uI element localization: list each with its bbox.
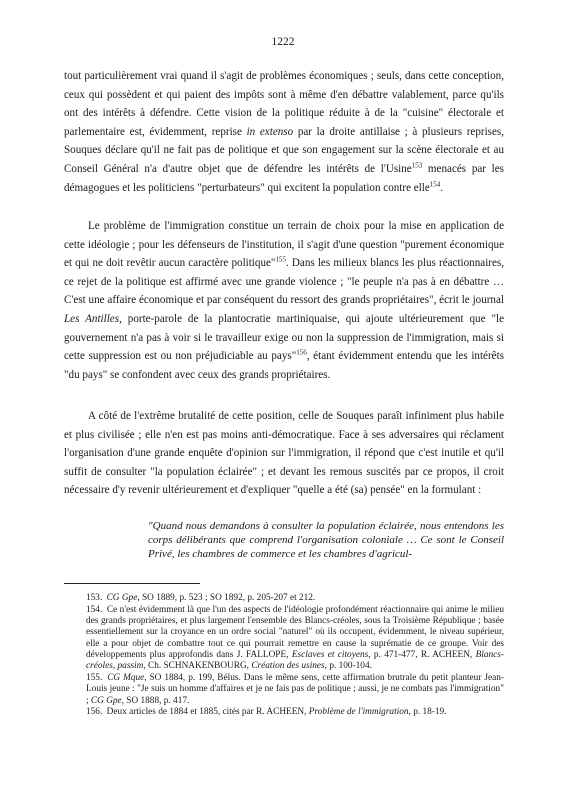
text-run: tout particulièrement vrai quand il s'agit de problèmes économiques ; seuls, dans cette conception, ceux qui possèdent et qui paient des impôts sont à même d'en débattre valablement, parce qu'ils ont des intérêts à défendre. Cette vision de la politique réduite à de la "cuisine" électorale et parlementaire est, évidemment, reprise [64, 70, 504, 138]
text-run: , Ch. SCHNAKENBOURG, [143, 661, 252, 672]
footnote-155 [86, 673, 504, 707]
page-number: 1222 [271, 36, 295, 48]
text-run: , porte-parole de la plantocratie martiniquaise, qui ajoute ultérieurement que "le gouvernement n'a pas à voir si le travailleur exige ou non la suppression de l'immigration, mais si cette suppression est ou non préjudiciable au pays" [64, 312, 504, 363]
footnote-number: 153. [86, 593, 103, 603]
text-run: , p. 471-477, R. ACHEEN, [368, 649, 476, 660]
text-run: , p. 18-19. [408, 707, 447, 718]
body-paragraph-3 [64, 407, 504, 500]
italic-text: Création des usines [251, 661, 325, 672]
text-run: A côté de l'extrême brutalité de cette position, celle de Souques paraît infiniment plus habile et plus civilisée ; elle n'en est pas moins anti-démocratique. Face à ses adversaires qui réclament l'organisation d'une grande enquête d'opinion sur l'immigration, il répond que c'est inutile et qu'il suffit de consulter "la population éclairée" ; et devant les remous suscités par ce propos, il croit nécessaire d'y revenir ultérieurement et d'expliquer "quelle a été (sa) pensée" en la formulant : [64, 410, 504, 497]
text-run: . [440, 181, 444, 194]
text-run: , étant évidemment entendu que les intérêts "du pays" se confondent avec ceux des grands propriétaires. [64, 350, 504, 381]
footnote-reference: 155 [275, 255, 286, 264]
footnote-reference: 156 [296, 348, 307, 357]
footnote-reference: 153 [411, 161, 423, 170]
body-paragraph-2 [64, 217, 504, 384]
italic-text: passim [117, 661, 144, 672]
footnote-text [107, 593, 316, 603]
footnote-153 [86, 593, 504, 604]
italic-text: CG Gpe [90, 695, 122, 706]
footnote-separator [64, 583, 200, 584]
italic-text: Esclaves et citoyens [291, 649, 369, 660]
italic-text: in extenso [246, 125, 294, 138]
footnote-154 [86, 605, 504, 673]
text-run: . Dans les milieux blancs les plus réactionnaires, ce rejet de la politique est affirmé avec une grande violence ; "le peuple n'a pas à en débattre … C'est une affaire économique et par conséquent du ressort des grands propriétaires", écrit le journal [64, 257, 504, 307]
paragraph-text [64, 407, 504, 500]
italic-text: CG Gpe [106, 593, 138, 603]
italic-text: Blancs-créoles [86, 649, 504, 672]
block-quote: "Quand nous demandons à consulter la population éclairée, nous entendons les corps délibérants que comprend l'organisation coloniale … Ce sont le Conseil Privé, les chambres de commerce et les chambres d'agricul- [148, 520, 504, 560]
footnote-text [86, 605, 504, 671]
footnotes [86, 593, 504, 719]
footnote-156 [86, 707, 504, 718]
text-run: menacés par les démagogues et les politiciens "perturbateurs" qui excitent la population contre elle [64, 162, 504, 194]
footnote-number: 155. [86, 673, 103, 684]
text-run: , SO 1884, p. 199, Bélus. Dans le même sens, cette affirmation brutrale du petit planteur Jean-Louis jeune : "Je suis un homme d'affaires et je ne fais pas de politique ; aussi, je ne combats pas l'immigration" ; [86, 673, 504, 706]
text-run: , [112, 661, 118, 672]
text-run: par la droite antillaise ; à plusieurs reprises, Souques déclare qu'il ne fait pas de politique et que son engagement sur la scène électorale et au Conseil Général n'a d'autre objet que de défendre les intérêts de l'Usine [64, 125, 504, 175]
footnote-reference: 154 [429, 179, 441, 188]
paragraph-text [64, 67, 504, 197]
italic-text: Problème de l'immigration [308, 707, 409, 718]
italic-text: CG Mque [107, 673, 145, 684]
text-run: Deux articles de 1884 et 1885, cités par R. ACHEEN, [106, 707, 309, 718]
text-run: Ce n'est évidemment là que l'un des aspects de l'idéologie profondément réactionnaire qui anime le milieu des grands propriétaires, et plus largement l'ensemble des Blancs-créoles, sous la Troisième République ; basée essentiellement sur la croyance en un ordre social "naturel" où ils occupent, évidemment, le niveau supérieur, elle a pour objet de combattre tout ce qui pourrait remettre en cause la suprématie de ce groupe. Voir des développements plus approfondis dans J. FALLOPE, [86, 604, 504, 660]
footnote-text [86, 673, 504, 706]
footnote-number: 154. [86, 604, 103, 615]
italic-text: Les Antilles [64, 312, 120, 325]
text-run: , p. 100-104. [324, 661, 372, 672]
body-paragraph-1 [64, 67, 504, 197]
footnote-number: 156. [86, 707, 103, 718]
text-run: , SO 1888, p. 417. [121, 695, 190, 706]
footnote-text [107, 707, 447, 717]
text-run: Le problème de l'immigration constitue un terrain de choix pour la mise en application de cette idéologie ; pour les défenseurs de l'institution, il s'agit d'une question "purement économique et qui ne doit revêtir aucun caractère politique" [64, 220, 504, 270]
paragraph-text [64, 217, 504, 384]
text-run: , SO 1889, p. 523 ; SO 1892, p. 205-207 et 212. [137, 593, 316, 603]
